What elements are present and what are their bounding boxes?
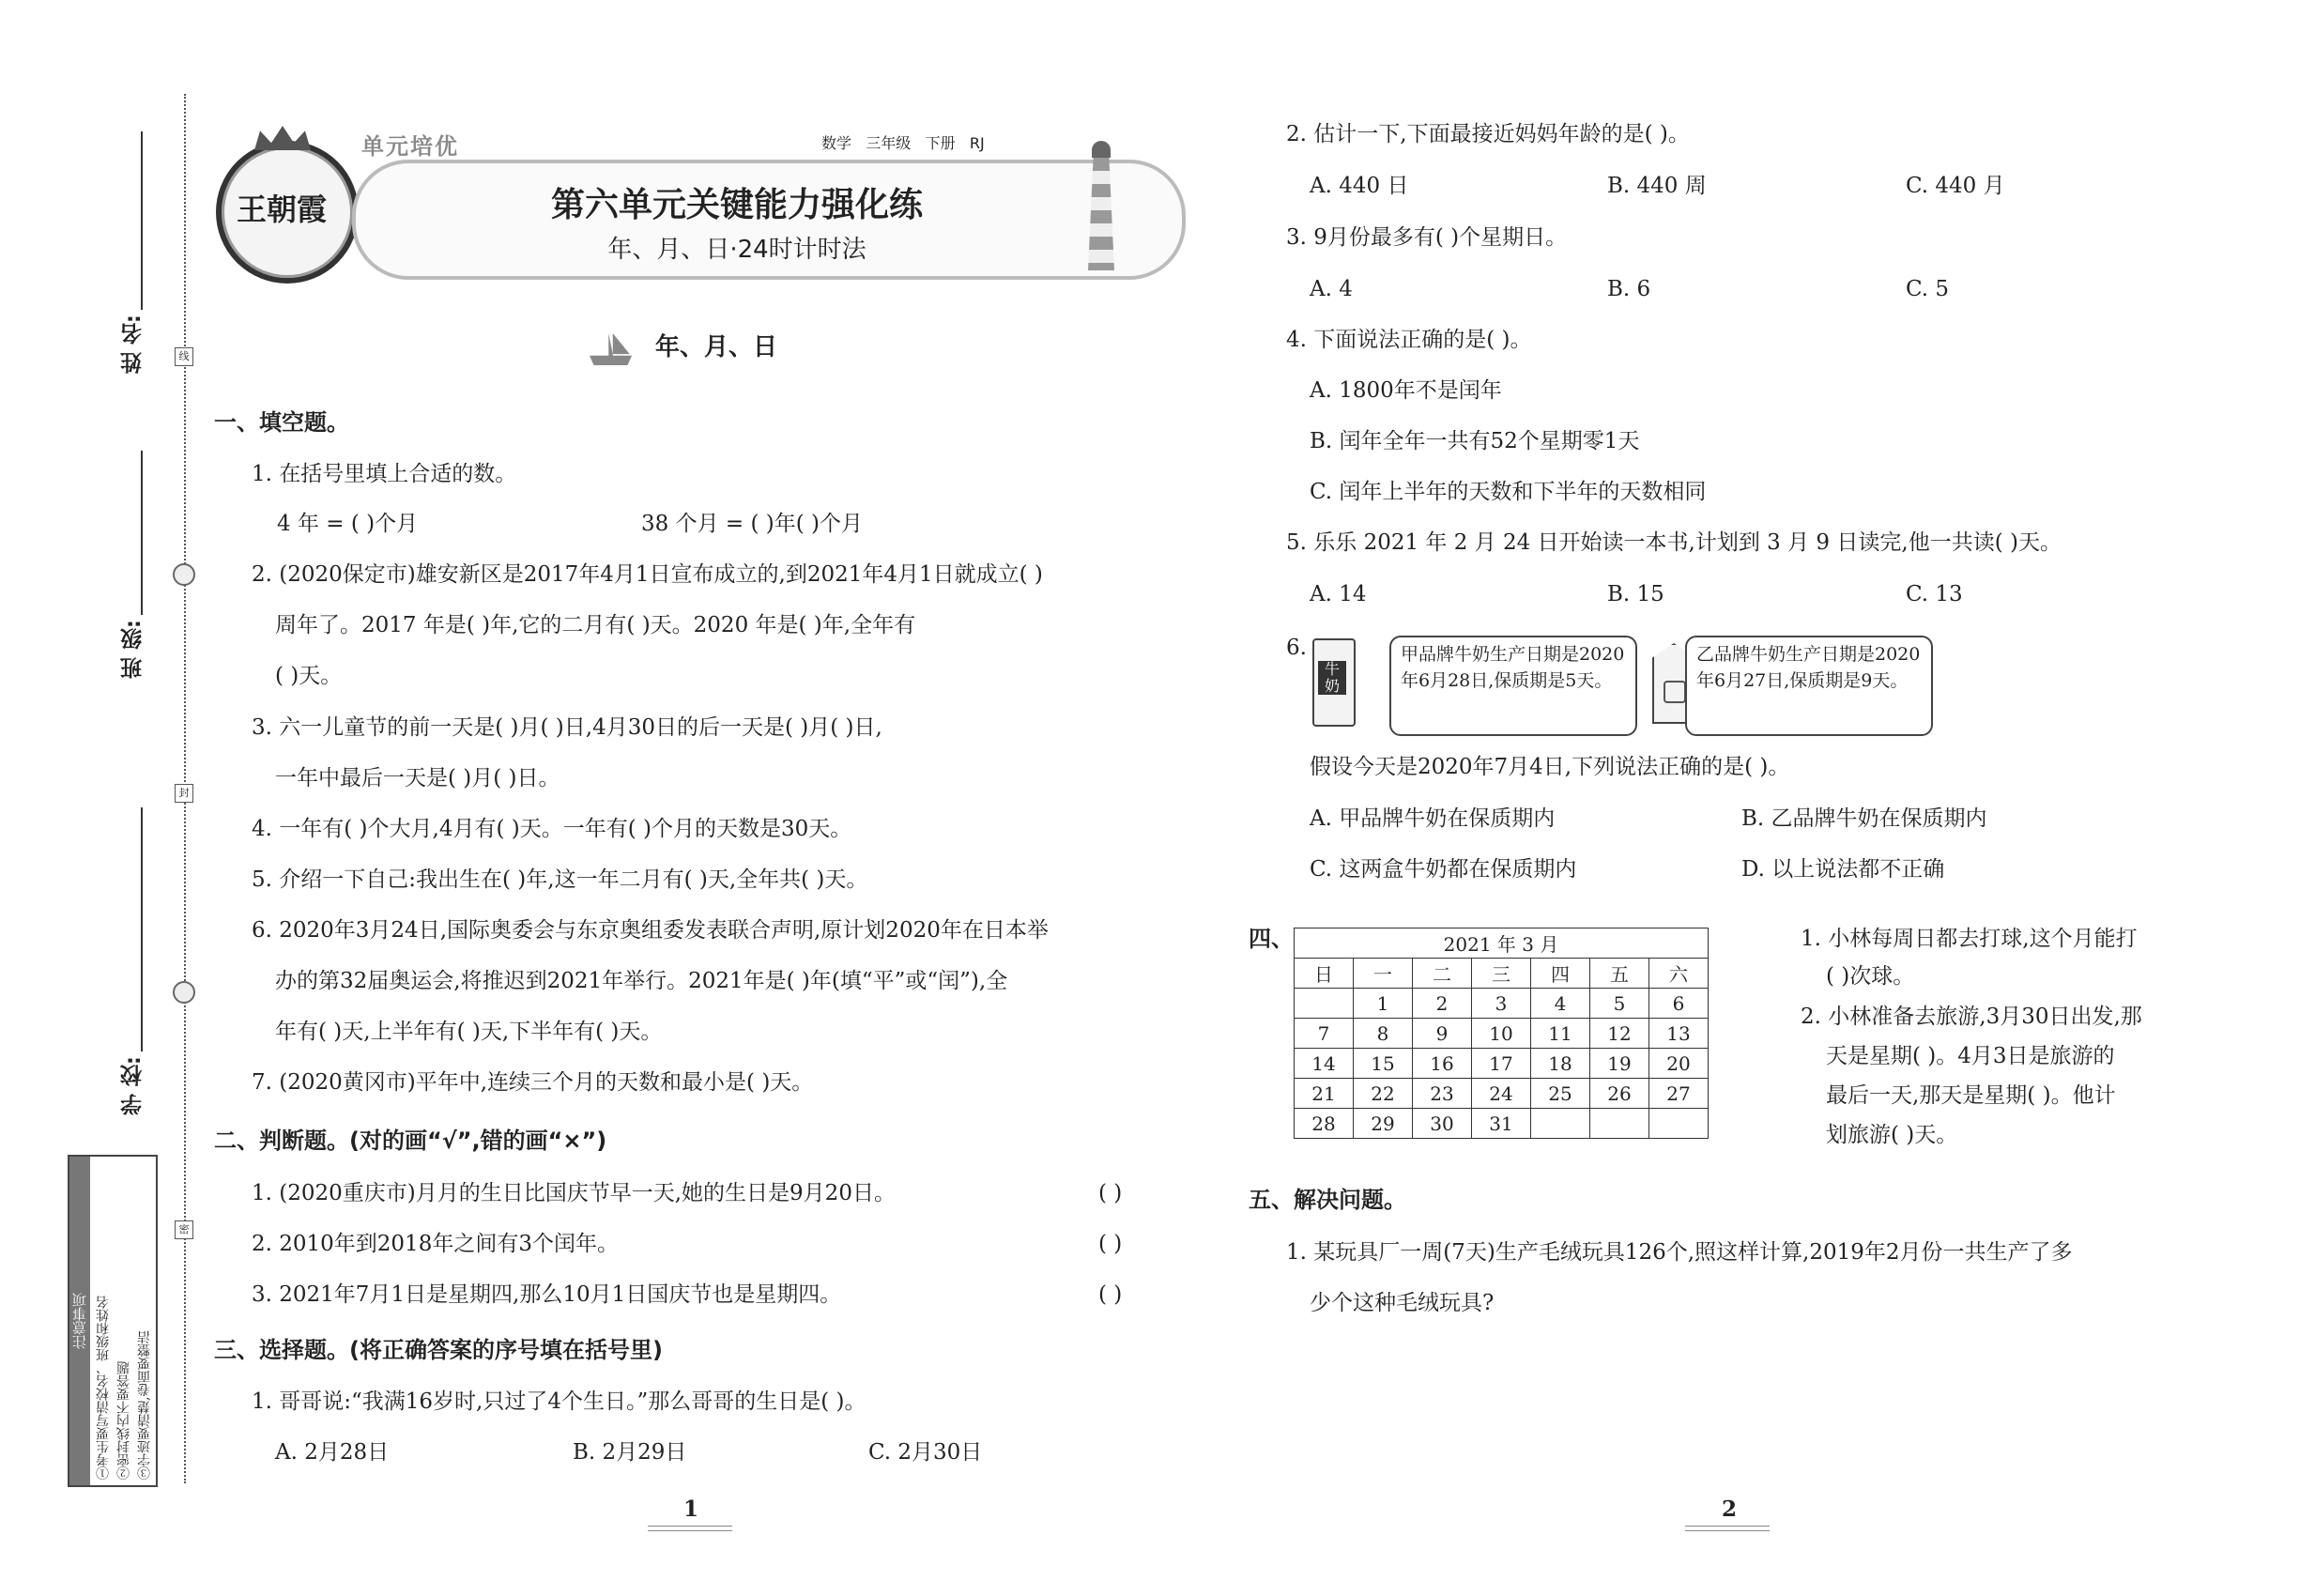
note-1: ①考生要写清校名、班级和姓名 xyxy=(96,1296,111,1480)
calendar xyxy=(1294,928,1709,1139)
q3-6-question[interactable]: 假设今天是2020年7月4日,下列说法正确的是( )。 xyxy=(1310,755,1790,779)
day-cell: 24 xyxy=(1472,1079,1531,1109)
s1-title: 一、填空题。 xyxy=(214,409,349,436)
day-cell xyxy=(1295,989,1354,1019)
day-cell xyxy=(1590,1109,1649,1139)
day-cell: 8 xyxy=(1354,1019,1413,1049)
meta-subject: 数学 xyxy=(821,134,852,152)
meta-edition: RJ xyxy=(969,134,985,152)
milk-carton-a-icon xyxy=(1312,638,1356,727)
day-cell: 1 xyxy=(1354,989,1413,1019)
q3-5-opt-c: C. 13 xyxy=(1906,582,1963,606)
day-cell: 21 xyxy=(1295,1079,1354,1109)
q1-2b[interactable]: 周年了。2017 年是( )年,它的二月有( )天。2020 年是( )年,全年有 xyxy=(275,613,916,637)
q3-6-opt-b: B. 乙品牌牛奶在保质期内 xyxy=(1741,806,1987,831)
brand-tag: 单元培优 xyxy=(361,133,459,160)
note-3: ③字迹要清楚,卷面要整洁 xyxy=(137,1330,152,1480)
day-cell: 9 xyxy=(1413,1019,1472,1049)
calendar-week xyxy=(1295,1019,1709,1049)
q3-2-opt-a: A. 440 日 xyxy=(1310,174,1409,198)
day-cell: 16 xyxy=(1413,1049,1472,1079)
class-label: 班 级: xyxy=(121,620,146,680)
weekday-cell: 六 xyxy=(1649,959,1709,989)
q3-1[interactable]: 1. 哥哥说:“我满16岁时,只过了4个生日。”那么哥哥的生日是( )。 xyxy=(252,1389,866,1414)
school-label: 学 校: xyxy=(121,1056,146,1116)
q3-4-opt-b: B. 闰年全年一共有52个星期零1天 xyxy=(1310,429,1640,453)
day-cell: 26 xyxy=(1590,1079,1649,1109)
q2-2-answer[interactable]: ( ) xyxy=(1098,1232,1123,1256)
notes-title: 注意事项 xyxy=(69,1157,90,1485)
day-cell: 5 xyxy=(1590,989,1649,1019)
calendar-week xyxy=(1295,1079,1709,1109)
q5-1b: 少个这种毛绒玩具? xyxy=(1310,1291,1495,1315)
day-cell: 22 xyxy=(1354,1079,1413,1109)
calendar-weekdays xyxy=(1295,959,1709,989)
milk-a-label: 牛奶 xyxy=(1318,661,1346,695)
q1-2c[interactable]: ( )天。 xyxy=(275,664,343,688)
q3-2[interactable]: 2. 估计一下,下面最接近妈妈年龄的是( )。 xyxy=(1286,122,1690,146)
q1-1a[interactable]: 4 年 = ( )个月 xyxy=(277,512,419,536)
q3-3[interactable]: 3. 9月份最多有( )个星期日。 xyxy=(1286,225,1568,250)
day-cell: 6 xyxy=(1649,989,1709,1019)
q4-1a: 1. 小林每周日都去打球,这个月能打 xyxy=(1801,927,2138,951)
page-ornament xyxy=(648,1526,732,1531)
q3-6-opt-d: D. 以上说法都不正确 xyxy=(1741,857,1945,882)
meta-term: 下册 xyxy=(925,134,956,152)
day-cell: 28 xyxy=(1295,1109,1354,1139)
crown-icon xyxy=(254,126,311,150)
weekday-cell: 五 xyxy=(1590,959,1649,989)
day-cell: 17 xyxy=(1472,1049,1531,1079)
weekday-cell: 一 xyxy=(1354,959,1413,989)
q2-3: 3. 2021年7月1日是星期四,那么10月1日国庆节也是星期四。 xyxy=(252,1282,842,1307)
q1-3a[interactable]: 3. 六一儿童节的前一天是( )月( )日,4月30日的后一天是( )月( )日, xyxy=(252,715,882,740)
day-cell: 30 xyxy=(1413,1109,1472,1139)
day-cell: 14 xyxy=(1295,1049,1354,1079)
q3-3-opt-a: A. 4 xyxy=(1310,277,1353,301)
day-cell xyxy=(1531,1109,1590,1139)
q1-1: 1. 在括号里填上合适的数。 xyxy=(252,462,517,486)
q4-2c[interactable]: 最后一天,那天是星期( )。他计 xyxy=(1826,1083,2116,1108)
day-cell xyxy=(1649,1109,1709,1139)
q1-7[interactable]: 7. (2020黄冈市)平年中,连续三个月的天数和最小是( )天。 xyxy=(252,1070,814,1095)
day-cell: 18 xyxy=(1531,1049,1590,1079)
bubble-b: 乙品牌牛奶生产日期是2020年6月27日,保质期是9天。 xyxy=(1685,636,1933,736)
q3-1-opt-c: C. 2月30日 xyxy=(868,1440,983,1465)
s5-title: 五、解决问题。 xyxy=(1249,1187,1406,1213)
s4-title: 四、 xyxy=(1249,926,1294,952)
q3-2-opt-c: C. 440 月 xyxy=(1906,174,2005,198)
day-cell: 7 xyxy=(1295,1019,1354,1049)
day-cell: 23 xyxy=(1413,1079,1472,1109)
logo-emblem xyxy=(216,141,359,284)
q3-6-number: 6. xyxy=(1286,636,1307,660)
q3-3-opt-b: B. 6 xyxy=(1607,277,1651,301)
q3-4[interactable]: 4. 下面说法正确的是( )。 xyxy=(1286,328,1532,352)
school-field[interactable] xyxy=(141,807,143,1051)
day-cell: 19 xyxy=(1590,1049,1649,1079)
name-field[interactable] xyxy=(141,131,143,310)
day-cell: 29 xyxy=(1354,1109,1413,1139)
day-cell: 3 xyxy=(1472,989,1531,1019)
q1-6c[interactable]: 年有( )天,上半年有( )天,下半年有( )天。 xyxy=(275,1020,663,1044)
q1-3b[interactable]: 一年中最后一天是( )月( )日。 xyxy=(275,766,560,790)
day-cell: 10 xyxy=(1472,1019,1531,1049)
day-cell: 15 xyxy=(1354,1049,1413,1079)
q3-5-opt-b: B. 15 xyxy=(1607,582,1664,606)
q4-2b[interactable]: 天是星期( )。4月3日是旅游的 xyxy=(1826,1044,2115,1068)
q1-6a: 6. 2020年3月24日,国际奥委会与东京奥组委发表联合声明,原计划2020年在日本举 xyxy=(252,918,1049,943)
day-cell: 25 xyxy=(1531,1079,1590,1109)
day-cell: 20 xyxy=(1649,1049,1709,1079)
lighthouse-icon xyxy=(1084,141,1118,272)
q1-5[interactable]: 5. 介绍一下自己:我出生在( )年,这一年二月有( )天,全年共( )天。 xyxy=(252,867,868,892)
page-number-left: 1 xyxy=(683,1496,699,1522)
page-title: 第六单元关键能力强化练 xyxy=(550,186,923,224)
page-number-right: 2 xyxy=(1722,1496,1738,1522)
q3-1-opt-a: A. 2月28日 xyxy=(275,1440,390,1465)
q1-2a[interactable]: 2. (2020保定市)雄安新区是2017年4月1日宣布成立的,到2021年4月1日就成立( ) xyxy=(252,562,1043,587)
s3-title: 三、选择题。(将正确答案的序号填在括号里) xyxy=(214,1337,663,1363)
sailboat-icon xyxy=(590,333,632,365)
section-heading: 年、月、日 xyxy=(655,333,778,361)
calendar-table xyxy=(1294,928,1709,1139)
q1-1b[interactable]: 38 个月 = ( )年( )个月 xyxy=(641,512,863,536)
q4-2a: 2. 小林准备去旅游,3月30日出发,那 xyxy=(1801,1005,2142,1029)
cut-mark-secret: 密 xyxy=(175,1220,193,1239)
q2-3-answer[interactable]: ( ) xyxy=(1098,1282,1123,1307)
calendar-week xyxy=(1295,989,1709,1019)
q1-6b[interactable]: 办的第32届奥运会,将推迟到2021年举行。2021年是( )年(填“平”或“闰”),全 xyxy=(275,969,1008,993)
class-field[interactable] xyxy=(141,451,143,615)
page-ornament xyxy=(1685,1526,1770,1531)
meta-grade: 三年级 xyxy=(866,134,912,152)
header-banner xyxy=(202,122,1178,272)
margin-strip xyxy=(56,94,188,1483)
punch-hole-icon xyxy=(173,563,195,586)
s2-title: 二、判断题。(对的画“√”,错的画“×”) xyxy=(214,1128,607,1154)
q3-6-opt-a: A. 甲品牌牛奶在保质期内 xyxy=(1310,806,1556,831)
weekday-cell: 四 xyxy=(1531,959,1590,989)
cut-mark-line: 线 xyxy=(175,347,193,366)
day-cell: 4 xyxy=(1531,989,1590,1019)
q1-4[interactable]: 4. 一年有( )个大月,4月有( )天。一年有( )个月的天数是30天。 xyxy=(252,817,852,841)
day-cell: 2 xyxy=(1413,989,1472,1019)
punch-hole-icon xyxy=(173,981,195,1004)
weekday-cell: 三 xyxy=(1472,959,1531,989)
page-subtitle: 年、月、日·24时计时法 xyxy=(607,236,866,264)
q3-5-opt-a: A. 14 xyxy=(1310,582,1367,606)
q3-1-opt-b: B. 2月29日 xyxy=(573,1440,687,1465)
day-cell: 27 xyxy=(1649,1079,1709,1109)
q2-1: 1. (2020重庆市)月月的生日比国庆节早一天,她的生日是9月20日。 xyxy=(252,1181,896,1205)
q5-1-answer-area[interactable] xyxy=(1286,1333,2225,1474)
day-cell: 11 xyxy=(1531,1019,1590,1049)
note-2: ②密封线内不要答题 xyxy=(116,1361,131,1480)
day-cell: 12 xyxy=(1590,1019,1649,1049)
calendar-week xyxy=(1295,1109,1709,1139)
q5-1a: 1. 某玩具厂一周(7天)生产毛绒玩具126个,照这样计算,2019年2月份一共生产了多 xyxy=(1286,1240,2073,1265)
notes-box xyxy=(68,1155,158,1487)
q4-1b[interactable]: ( )次球。 xyxy=(1826,964,1915,989)
weekday-cell: 日 xyxy=(1295,959,1354,989)
bubble-a: 甲品牌牛奶生产日期是2020年6月28日,保质期是5天。 xyxy=(1389,636,1637,736)
day-cell: 13 xyxy=(1649,1019,1709,1049)
q2-2: 2. 2010年到2018年之间有3个闰年。 xyxy=(252,1232,619,1256)
logo-text: 王朝霞 xyxy=(236,192,327,227)
q3-3-opt-c: C. 5 xyxy=(1906,277,1950,301)
q4-2d[interactable]: 划旅游( )天。 xyxy=(1826,1123,1958,1147)
q2-1-answer[interactable]: ( ) xyxy=(1098,1181,1123,1205)
q3-2-opt-b: B. 440 周 xyxy=(1607,174,1707,198)
calendar-title: 2021 年 3 月 xyxy=(1295,928,1709,959)
day-cell: 31 xyxy=(1472,1109,1531,1139)
q3-4-opt-c: C. 闰年上半年的天数和下半年的天数相同 xyxy=(1310,480,1707,504)
q3-5[interactable]: 5. 乐乐 2021 年 2 月 24 日开始读一本书,计划到 3 月 9 日读完,他一共读( )天。 xyxy=(1286,530,2062,555)
q3-4-opt-a: A. 1800年不是闰年 xyxy=(1310,378,1502,403)
cut-mark-seal: 封 xyxy=(175,784,193,803)
name-label: 姓 名: xyxy=(121,315,146,375)
meta-line xyxy=(821,131,985,153)
calendar-week xyxy=(1295,1049,1709,1079)
weekday-cell: 二 xyxy=(1413,959,1472,989)
q3-6-opt-c: C. 这两盒牛奶都在保质期内 xyxy=(1310,857,1577,882)
